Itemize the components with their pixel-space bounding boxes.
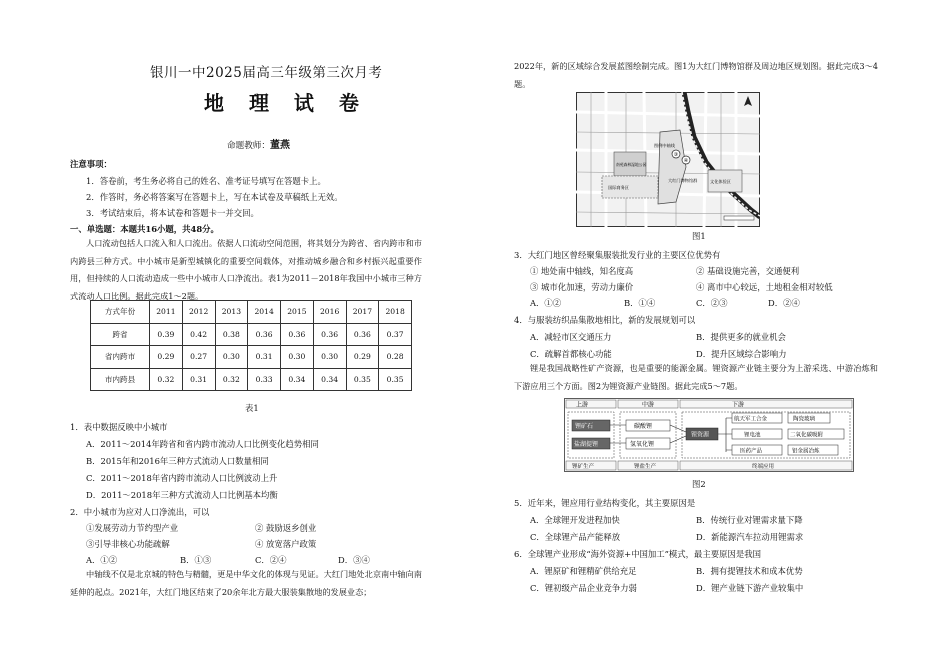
q5-option-a: A．全球锂开发进程加快: [530, 515, 620, 525]
table-cell: 跨省: [91, 323, 150, 346]
fig1-label-business: 国际商务区: [608, 185, 629, 190]
q1-option-d: D．2011～2018年三种方式流动人口比例基本均衡: [86, 490, 278, 500]
table-cell: 0.29: [346, 346, 379, 369]
table-cell: 0.36: [281, 323, 314, 346]
notice-2: 2．作答时，务必将答案写在答题卡上，写在本试卷及草稿纸上无效。: [86, 192, 343, 202]
q1-option-b: B．2015年和2016年三种方式流动人口数量相同: [86, 456, 269, 466]
fig2-mid-1: 碳酸锂: [634, 423, 653, 430]
q3-option-b: B．①④: [624, 298, 656, 308]
author-name: 董燕: [269, 140, 290, 151]
table-header-cell: 2017: [346, 301, 379, 324]
table-cell: 0.31: [182, 368, 215, 391]
svg-text:④: ④: [683, 158, 689, 164]
q2-option-c: C．②④: [255, 555, 287, 565]
scale-bar: [724, 216, 754, 220]
q2-item-2: ② 鼓励返乡创业: [255, 523, 317, 533]
q2-item-3: ③引导非核心功能疏解: [86, 539, 170, 549]
fig2-down-6: 铝金属冶炼: [792, 448, 820, 455]
table-cell: 0.32: [150, 368, 183, 391]
table-caption: 表1: [245, 403, 259, 413]
table-cell: 0.36: [313, 323, 346, 346]
table-cell: 0.34: [281, 368, 314, 391]
fig2-down-4: 二氧化碳吸附: [790, 432, 824, 439]
passage-1: 人口流动包括人口流入和人口流出。依据人口流动空间范围，将其划分为跨省、省内跨市和市内跨县三种方式。中小城市是新型城镇化的重要空间载体，对推动城乡融合和乡村振兴起重要作用，但持续的人口流动造成一些中小城市人口净流出。表1为2011－2018年我国中小城市三种方式流动人口比例。据此完成1～2题。: [70, 238, 422, 301]
fig2-up-1: 锂矿石: [575, 423, 594, 430]
table-cell: 0.39: [150, 323, 183, 346]
q3-item-4: ④ 离市中心较远，土地租金相对较低: [696, 282, 833, 292]
table-cell: 0.31: [248, 346, 281, 369]
figure-1-caption: 图1: [692, 231, 706, 241]
q2-option-d: D．③④: [338, 555, 370, 565]
table-header-cell: 2014: [248, 301, 281, 324]
fig2-bottom-2: 锂盐生产: [634, 464, 657, 470]
q6-option-c: C．锂初级产品企业竞争力弱: [530, 583, 637, 593]
table-cell: 0.35: [346, 368, 379, 391]
q5-option-c: C．全球锂产品产能释放: [530, 532, 621, 542]
table-cell: 0.32: [215, 368, 248, 391]
q3-item-2: ② 基础设施完善，交通便利: [696, 266, 800, 276]
fig1-label-museum: 大红门博物馆群: [668, 178, 698, 183]
q5-option-b: B．传统行业对锂需求量下降: [696, 515, 803, 525]
q2-option-a: A．①②: [86, 555, 118, 565]
fig2-stage-mid: 中游: [642, 401, 655, 409]
table-cell: 0.28: [379, 346, 412, 369]
figure-2-caption: 图2: [692, 479, 706, 489]
author-label: 命题教师：: [227, 141, 270, 151]
q1-option-a: A．2011～2014年跨省和省内跨市流动人口比例变化趋势相同: [86, 439, 319, 449]
table-cell: 省内跨市: [91, 346, 150, 369]
q3-option-d: D．②④: [768, 298, 800, 308]
q5-option-d: D．新能源汽车拉动用锂需求: [696, 532, 804, 542]
table-cell: 0.42: [182, 323, 215, 346]
q4-option-b: B．提供更多的就业机会: [696, 332, 786, 342]
fig2-bottom-3: 终端应用: [752, 464, 775, 470]
q6-option-a: A．锂原矿和锂精矿供给充足: [530, 566, 637, 576]
q2-item-4: ④ 放宽落户政策: [255, 539, 317, 549]
table-cell: 0.37: [379, 323, 412, 346]
table-header-cell: 2016: [313, 301, 346, 324]
q4-option-c: C．疏解首都核心功能: [530, 349, 612, 359]
school-title: 银川一中2025届高三年级第三次月考: [150, 65, 383, 81]
table-cell: 0.38: [215, 323, 248, 346]
svg-text:③: ③: [673, 152, 679, 158]
fig2-bottom-1: 锂矿生产: [572, 464, 595, 470]
table-cell: 0.30: [215, 346, 248, 369]
table-cell: 0.30: [313, 346, 346, 369]
q3-stem: 3．大红门地区曾经聚集服装批发行业的主要区位优势有: [514, 250, 721, 260]
fig2-mid-2: 氢氧化锂: [630, 441, 655, 448]
table-cell: 0.35: [379, 368, 412, 391]
section-heading: 一、单选题：本题共16小题，共48分。: [70, 224, 219, 234]
q3-option-c: C．②③: [696, 298, 728, 308]
q3-item-1: ① 地处南中轴线，知名度高: [530, 266, 634, 276]
fig2-stage-down: 下游: [732, 401, 745, 409]
fig2-down-3: 锂电池: [744, 432, 761, 439]
passage-2: 中轴线不仅是北京城的特色与精髓，更是中华文化的体现与见证。大红门地处北京南中轴向南延伸的起点。2021年，大红门地区结束了20余年北方最大服装集散地的发展业态；: [70, 569, 422, 597]
q4-option-d: D．提升区域综合影响力: [696, 349, 787, 359]
fig2-down-2: 陶瓷玻璃: [793, 416, 816, 423]
table-row: [91, 323, 412, 346]
notice-heading: 注意事项：: [70, 159, 112, 169]
table-cell: 0.34: [313, 368, 346, 391]
fig2-core: 锂资源: [691, 431, 710, 439]
figure-1-map: [576, 92, 760, 227]
fig2-down-1: 航天军工合金: [734, 416, 768, 423]
fig2-up-2: 盐湖提锂: [574, 441, 599, 448]
q6-stem: 6．全球锂产业形成“海外资源+中国加工”模式，最主要原因是我国: [514, 549, 762, 559]
table-cell: 0.30: [281, 346, 314, 369]
q1-option-c: C．2011～2018年省内跨市流动人口比例波动上升: [86, 473, 278, 483]
q6-option-d: D．锂产业链下游产业较集中: [696, 583, 804, 593]
fig1-label-culture: 文化体验区: [710, 179, 731, 184]
table-row: [91, 346, 412, 369]
q4-stem: 4．与服装纺织品集散地相比，新的发展规划可以: [514, 315, 696, 325]
table-row: [91, 368, 412, 391]
author-line: [227, 140, 290, 152]
fig2-down-5: 医药产品: [740, 448, 763, 455]
table-header-row: [91, 301, 412, 324]
table-cell: 0.27: [182, 346, 215, 369]
table-header-cell: 2011: [150, 301, 183, 324]
q1-stem: 1．表中数据反映中小城市: [70, 422, 168, 432]
passage-2-cont: 2022年，新的区域综合发展蓝图绘制完成。图1为大红门博物馆群及周边地区规划图。据此完成3～4题。: [514, 61, 878, 89]
data-table: [90, 300, 412, 391]
table-cell: 0.29: [150, 346, 183, 369]
notice-3: 3．考试结束后，将本试卷和答题卡一并交回。: [86, 208, 259, 218]
table-header-cell: 2018: [379, 301, 412, 324]
q2-stem: 2．中小城市为应对人口净流出，可以: [70, 507, 210, 517]
fig2-stage-up: 上游: [576, 401, 589, 409]
q3-option-a: A．①②: [530, 298, 562, 308]
table-cell: 0.36: [346, 323, 379, 346]
passage-3: 锂是我国战略性矿产资源，也是重要的能源金属。锂资源产业链主要分为上游采选、中游冶炼和下游应用三个方面。图2为锂资源产业链图。据此完成5～7题。: [514, 363, 878, 391]
q6-option-b: B．拥有提锂技术和成本优势: [696, 566, 803, 576]
q5-stem: 5．近年来，锂应用行业结构变化，其主要原因是: [514, 498, 696, 508]
table-cell: 0.33: [248, 368, 281, 391]
fig1-label-park: 南苑森林湿地公园: [616, 162, 647, 167]
table-header-cell: 2013: [215, 301, 248, 324]
figure-2-chain: [564, 398, 854, 472]
fig1-label-axis: 图例中轴线: [654, 143, 675, 148]
q2-item-1: ①发展劳动力节约型产业: [86, 523, 179, 533]
table-header-cell: 方式年份: [91, 301, 150, 324]
q3-item-3: ③ 城市化加速，劳动力廉价: [530, 282, 634, 292]
table-header-cell: 2012: [182, 301, 215, 324]
table-header-cell: 2015: [281, 301, 314, 324]
notice-1: 1．答卷前，考生务必将自己的姓名、准考证号填写在答题卡上。: [86, 176, 326, 186]
table-cell: 0.36: [248, 323, 281, 346]
table-cell: 市内跨县: [91, 368, 150, 391]
q4-option-a: A．减轻市区交通压力: [530, 332, 612, 342]
subject-title: 地 理 试 卷: [204, 91, 368, 115]
q2-option-b: B．①③: [180, 555, 212, 565]
